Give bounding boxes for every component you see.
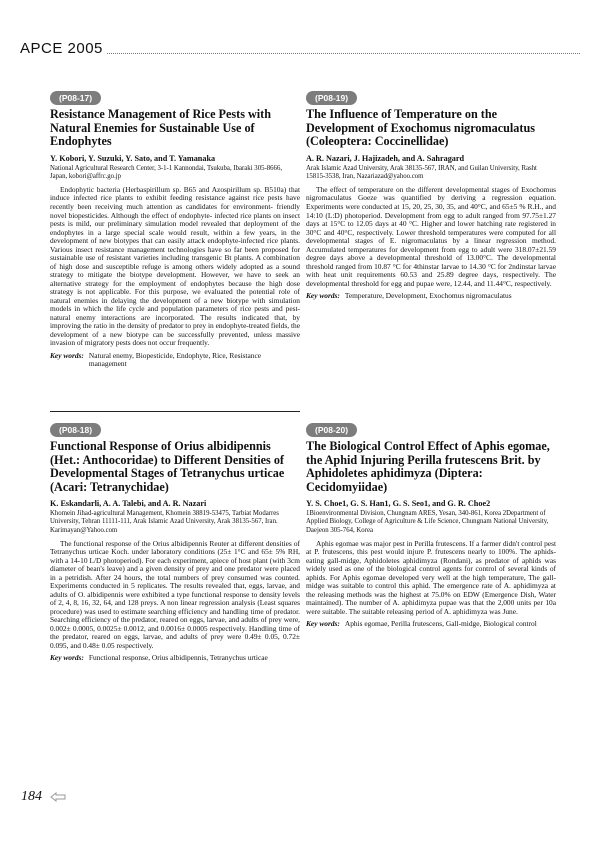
keywords-label: Key words:	[50, 653, 84, 663]
article-authors: A. R. Nazari, J. Hajizadeh, and A. Sahragard	[306, 153, 465, 163]
article-abstract: The effect of temperature on the different developmental stages of Exochomus nigromaculatus Goeze was quantified by deriving a regression equation. Experiments were conducted at 15, 20, 25, 30, 35, and 40°C, and 65±5 % R.H., and 14:10 (L:D) photoperiod. Development from egg to adult ranged from 97.75±1.27 days at 15°C to 12.05 days at 40 °C. Higher and lower hatching rate registered in 30°C and 40°C, respectively. Lower threshold temperatures were computed for all developmental stages of E. nigromaculatus by a linear regression method. Accumulated temperatures for development from egg to adult were 318.07±21.59 degree days above a developmental threshold of 13.00°C. The developmental threshold ranged from 10.87 °C for 4thinstar larvae to 14.30 °C for 2ndinstar larvae with heat unit requirements 60.53 and 25.89 degree days, respectively. The developmental threshold for egg and pupae were, 12.44, and 11.44°C, respectively.	[306, 184, 556, 288]
article-affiliation: National Agricultural Research Center, 3-1-1 Kannondai, Tsukuba, Ibaraki 305-8666, Japan, kobori@affrc.go.jp	[50, 164, 283, 180]
article-title: The Biological Control Effect of Aphis egomae, the Aphid Injuring Perilla frutescens Brit. by Aphidoletes aphidimyza (Diptera: Cecidomyiidae)	[306, 439, 550, 494]
article-title: The Influence of Temperature on the Development of Exochomus nigromaculatus (Coleoptera: Coccinellidae)	[306, 107, 535, 149]
journal-header-title: APCE 2005	[20, 40, 103, 57]
article-code-badge: (P08-17)	[50, 91, 101, 105]
page-number: 184	[21, 789, 42, 804]
article-p08-18	[50, 420, 300, 663]
article-title: Functional Response of Orius albidipennis (Het.: Anthocoridae) to Different Densities of Developmental Stages of Tetranychus urticae (Acari: Tetranychidae)	[50, 439, 285, 494]
keywords-label: Key words:	[306, 291, 340, 301]
article-p08-19	[306, 88, 556, 301]
keywords-text: Temperature, Development, Exochomus nigromaculatus	[344, 291, 512, 301]
article-code-badge: (P08-18)	[50, 423, 101, 437]
article-p08-20	[306, 420, 556, 629]
article-divider	[50, 411, 300, 412]
article-affiliation: Arak Islamic Azad University, Arak 38135-567, IRAN, and Guilan University, Rasht 15815-3538, Iran, Nazariazad@yahoo.com	[306, 164, 537, 180]
article-keywords	[306, 620, 556, 629]
article-keywords	[50, 352, 300, 369]
keywords-label: Key words:	[50, 350, 84, 360]
keywords-text: Aphis egomae, Perilla frutescens, Gall-midge, Biological control	[344, 619, 537, 629]
article-keywords	[50, 654, 300, 663]
article-title: Resistance Management of Rice Pests with Natural Enemies for Sustainable Use of Endophytes	[50, 107, 272, 149]
article-authors: Y. S. Choe1, G. S. Han1, G. S. Seo1, and G. R. Choe2	[306, 499, 491, 509]
keywords-text: Natural enemy, Biopesticide, Endophyte, Rice, Resistance management	[88, 350, 261, 369]
article-affiliation: Khomein Jihad-agricultural Management, Khomein 38819-53475, Tarbiat Modarres University, Tehran 11111-111, Arak Islamic Azad University, Arak 38135-567, Iran. Karimayan@Yahoo.com	[50, 510, 279, 534]
article-authors: Y. Kobori, Y. Suzuki, Y. Sato, and T. Yamanaka	[50, 153, 216, 163]
article-abstract: The functional response of the Orius albidipennis Reuter at different densities of Tetranychus urticae Koch. under laboratory conditions (25± 1°C and 65± 5% RH, with a 14-10 L/D photoperiod). For each experiment, apiece of host plant (with 3cm diameter of bean's leave) and a given density of prey and one predator were placed in a petridish. After 24 hours, the total numbers of prey consumed was counted. Experiments conducted in 5 replicates. The results revealed that, eggs, larvae, and adults of O. albidipennis were exhibited a type functional response to density levels of 2, 4, 8, 16, 32, 64, and 128 preys. A non linear regression analysis (Least squares procedure) was used to estimate searching efficiency and handling time of predator. Searching efficiency of the predator, reared on eggs, larvae, and adults of prey were, 0.002± 0.0005, 0.0025± 0.0012, and 0.0016± 0.0005 respectively. Handling time of the predator, reared on eggs, larvae, and adults of prey were 0.49± 0.05, 0.72± 0.095, and 0.48± 0.05 respectively.	[50, 538, 300, 650]
article-code-badge: (P08-19)	[306, 91, 357, 105]
article-code-badge: (P08-20)	[306, 423, 357, 437]
article-authors: K. Eskandarli, A. A. Talebi, and A. R. Nazari	[50, 499, 207, 509]
article-p08-17	[50, 88, 300, 369]
article-abstract: Endophytic bacteria (Herbaspirillum sp. B65 and Azospirillum sp. B510a) that induce infected rice plants to exhibit feeding resistance against rice pests have recently been receiving much attention as candidates for environment- friendly novel biopesticides. Although the effect of endophyte- infected rice plants on insect pests is mild, our preliminary simulation model revealed that deployment of the endophytes in a large special scale would result, within a few years, in the development of new biotypes that can easily attack endophyte-infected rice plants. Various insect resistance management technologies have so far been proposed for sustainable use of resistant varieties including transgenic Bt plants. A combination of high dose and susceptible refuge is among others widely adopted as a sound strategy to mitigate the biotype development. However, we have to seek an alternative strategy for the employment of endophytes because the high dose strategy is not applicable. For this purpose, we evaluated the potential role of natural enemies in delaying the development of a new biotype with simulation models in which the life cycle and population parameters of rice pests and pest-natural enemy interactions are incorporated. The results indicated that, by improving the ratio in the density of predator to prey in endophyte-treated fields, the development of a new biotype can be successfully prevented, unless massive invasion of migratory pests does not occur frequently.	[50, 184, 300, 348]
header-dotted-rule	[107, 53, 580, 54]
arrow-left-icon	[50, 792, 66, 802]
keywords-text: Functional response, Orius albidipennis, Tetranychus urticae	[88, 653, 268, 663]
article-affiliation: 1Bioenvironmental Division, Chungnam ARES, Yesan, 340-861, Korea 2Department of Applied Biology, College of Agriculture & Life Science, Chungnam National University, Daejeon 305-764, Korea	[306, 510, 549, 534]
article-keywords	[306, 292, 556, 301]
article-abstract: Aphis egomae was major pest in Perilla frutescens. If a farmer didn't control pest at P. frutescens, this pest would injure P. frutescens nearly to 100%. The aphids-eating gall-midge, Aphidoletes aphidimyza (Rondani), as predator of aphids was widely used as one of the biological control agents for control of several kinds of aphids. For Aphis egomae developed very well at the high temperature, The gall-midge was suitable to control this aphid. The emergence rate of A. aphidimyza at the releasing methods was the highest at 75.0% on EDW (Emergence Dish, Water maintained). The number of A. aphidimyza pupae was that the 2,000 units per 10a were suitable. The suitable releasing period of A. aphidimyza was June.	[306, 538, 556, 616]
keywords-label: Key words:	[306, 619, 340, 629]
